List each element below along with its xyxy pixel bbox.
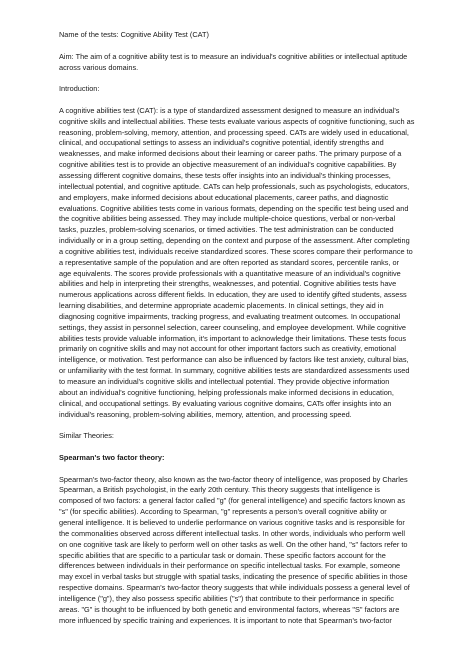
spacer bbox=[59, 73, 434, 84]
similar-theories-heading: Similar Theories: bbox=[59, 431, 114, 441]
introduction-paragraph: A cognitive abilities test (CAT): is a type of standardized assessment designed to measure an individual's cognitive skills and intellectual abilities. These tests evaluate various aspects of cognitive functioning, such as reasoning, problem-solving, memory, attention, and processing speed. CATs are widely used in educational, clinical, and occupational settings to assess an individual's cognitive potential, identify strengths and weaknesses, and make informed decisions about their learning or career paths. The primary purpose of a cognitive abilities test is to provide an objective measurement of an individual's cognitive capabilities. By assessing different cognitive domains, these tests offer insights into an individual's thinking processes, intellectual potential, and cognitive aptitude. CATs can help professionals, such as psychologists, educators, and employers, make informed decisions about educational placements, career paths, and diagnostic evaluations. Cognitive abilities tests come in various formats, depending on the specific test being used and the cognitive abilities being assessed. They may include multiple-choice questions, verbal or non-verbal tasks, puzzles, problem-solving scenarios, or timed activities. The test administration can be conducted individually or in a group setting, depending on the context and purpose of the assessment. After completing a cognitive abilities test, individuals receive standardized scores. These scores compare their performance to a representative sample of the population and are often reported as standard scores, percentile ranks, or age equivalents. The scores provide professionals with a quantitative measure of an individual's cognitive abilities and help in interpreting their strengths, weaknesses, and potential. Cognitive abilities tests have numerous applications across different fields. In education, they are used to identify gifted students, assess learning disabilities, and determine appropriate academic placements. In clinical settings, they aid in diagnosing cognitive impairments, tracking progress, and evaluating treatment outcomes. In occupational settings, they assist in personnel selection, career counseling, and employee development. While cognitive abilities tests provide valuable information, it's important to acknowledge their limitations. These tests focus primarily on cognitive skills and may not account for other important factors such as creativity, emotional intelligence, or motivation. Test performance can also be influenced by factors like test anxiety, cultural bias, or unfamiliarity with the test format. In summary, cognitive abilities tests are standardized assessments used to measure an individual's cognitive skills and intellectual potential. They provide objective information about an individual's cognitive functioning, helping professionals make informed decisions in education, clinical, and occupational settings. By evaluating various cognitive domains, CATs offer insights into an individual's reasoning, problem-solving abilities, memory, attention, and processing speed. bbox=[59, 105, 415, 419]
spearman-paragraph: Spearman's two-factor theory, also known as the two-factor theory of intelligence, was proposed by Charles Spearman, a British psychologist, in the early 20th century. This theory suggests that intelligence is composed of two factors: a general factor called "g" (for general intelligence) and specific factors known as "s" (for specific abilities). According to Spearman, "g" represents a person's overall cognitive ability or general intelligence. It is believed to underlie performance on various cognitive tasks and is responsible for the commonalities observed across different intellectual tasks. In other words, individuals who perform well on one cognitive task are likely to perform well on other tasks as well. On the other hand, "s" factors refer to specific abilities that are specific to a particular task or domain. These specific factors account for the differences between individuals in their performance on specific intellectual tasks. For example, someone may excel in verbal tasks but struggle with spatial tasks, indicating the presence of specific abilities in those respective domains. Spearman's two-factor theory suggests that while individuals possess a general level of intelligence ("g"), they also possess specific abilities ("s") that contribute to their performance in specific areas. "G" is thought to be influenced by both genetic and environmental factors, whereas "S" factors are more influenced by specific training and experiences. It is important to note that Spearman's two-factor bbox=[59, 474, 410, 625]
spacer bbox=[59, 95, 434, 106]
test-name-line: Name of the tests: Cognitive Ability Test (CAT) bbox=[59, 30, 209, 39]
spacer bbox=[59, 41, 434, 52]
aim-paragraph: Aim: The aim of a cognitive ability test is to measure an individual's cognitive abilities or intellectual aptitude across various domains. bbox=[59, 51, 408, 72]
introduction-heading: Introduction: bbox=[59, 84, 100, 94]
spearman-heading: Spearman's two factor theory: bbox=[59, 452, 165, 462]
spacer bbox=[59, 442, 434, 453]
spacer bbox=[59, 420, 434, 431]
spacer bbox=[59, 464, 434, 475]
